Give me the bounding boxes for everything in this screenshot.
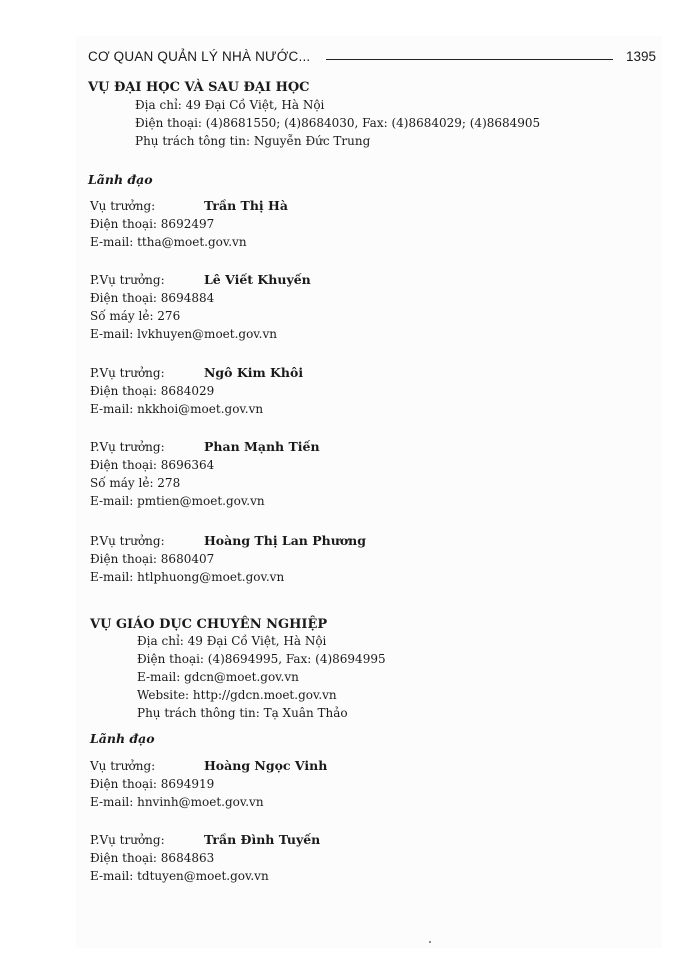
person-role: P.Vụ trưởng:	[90, 273, 165, 287]
department-title: VỤ ĐẠI HỌC VÀ SAU ĐẠI HỌC	[88, 80, 310, 95]
scan-speck	[429, 941, 431, 943]
person-entry	[90, 831, 320, 885]
person-name: Lê Viết Khuyến	[204, 272, 311, 287]
leadership-label: Lãnh đạo	[88, 172, 153, 187]
person-name: Trần Thị Hà	[204, 198, 288, 213]
person-phone: Điện thoại: 8684863	[90, 851, 215, 865]
address-line: Địa chỉ: 49 Đại Cồ Việt, Hà Nội	[135, 98, 325, 112]
person-email: E-mail: ttha@moet.gov.vn	[90, 235, 247, 249]
phone-line: Điện thoại: (4)8694995, Fax: (4)8694995	[137, 652, 386, 666]
person-name: Hoàng Ngọc Vinh	[204, 758, 328, 773]
department-info	[137, 632, 386, 722]
person-role: P.Vụ trưởng:	[90, 440, 165, 454]
person-name: Trần Đình Tuyến	[204, 832, 321, 847]
person-extension: Số máy lẻ: 278	[90, 476, 181, 490]
department-info	[135, 96, 540, 150]
website-line: Website: http://gdcn.moet.gov.vn	[137, 688, 337, 702]
person-phone: Điện thoại: 8694884	[90, 291, 215, 305]
person-email: E-mail: pmtien@moet.gov.vn	[90, 494, 265, 508]
person-phone: Điện thoại: 8680407	[90, 552, 215, 566]
person-entry	[90, 197, 288, 251]
person-entry	[90, 271, 311, 343]
header-rule	[326, 59, 613, 60]
person-entry	[90, 532, 366, 586]
email-line: E-mail: gdcn@moet.gov.vn	[137, 670, 299, 684]
running-header	[88, 49, 656, 67]
person-name: Ngô Kim Khôi	[204, 365, 304, 380]
info-contact-line: Phụ trách thông tin: Tạ Xuân Thảo	[137, 706, 348, 720]
header-title: CƠ QUAN QUẢN LÝ NHÀ NƯỚC...	[88, 49, 311, 64]
person-role: P.Vụ trưởng:	[90, 534, 165, 548]
info-contact-line: Phụ trách tông tin: Nguyễn Đức Trung	[135, 134, 371, 148]
person-email: E-mail: hnvinh@moet.gov.vn	[90, 795, 264, 809]
person-name: Hoàng Thị Lan Phương	[204, 533, 366, 548]
address-line: Địa chỉ: 49 Đại Cồ Việt, Hà Nội	[137, 634, 327, 648]
person-role: Vụ trưởng:	[90, 199, 156, 213]
person-phone: Điện thoại: 8692497	[90, 217, 215, 231]
person-role: Vụ trưởng:	[90, 759, 156, 773]
person-email: E-mail: lvkhuyen@moet.gov.vn	[90, 327, 277, 341]
person-email: E-mail: nkkhoi@moet.gov.vn	[90, 402, 264, 416]
person-email: E-mail: tdtuyen@moet.gov.vn	[90, 869, 269, 883]
person-phone: Điện thoại: 8684029	[90, 384, 215, 398]
page-number: 1395	[625, 49, 656, 64]
person-entry	[90, 757, 327, 811]
person-role: P.Vụ trưởng:	[90, 833, 165, 847]
person-role: P.Vụ trưởng:	[90, 366, 165, 380]
person-extension: Số máy lẻ: 276	[90, 309, 181, 323]
person-name: Phan Mạnh Tiến	[204, 439, 320, 454]
person-phone: Điện thoại: 8694919	[90, 777, 215, 791]
person-email: E-mail: htlphuong@moet.gov.vn	[90, 570, 285, 584]
person-entry	[90, 438, 320, 510]
phone-line: Điện thoại: (4)8681550; (4)8684030, Fax: (4)8684029; (4)8684905	[135, 116, 541, 130]
department-title: VỤ GIÁO DỤC CHUYÊN NGHIỆP	[90, 617, 328, 632]
person-phone: Điện thoại: 8696364	[90, 458, 215, 472]
leadership-label: Lãnh đạo	[90, 731, 155, 746]
person-entry	[90, 364, 303, 418]
